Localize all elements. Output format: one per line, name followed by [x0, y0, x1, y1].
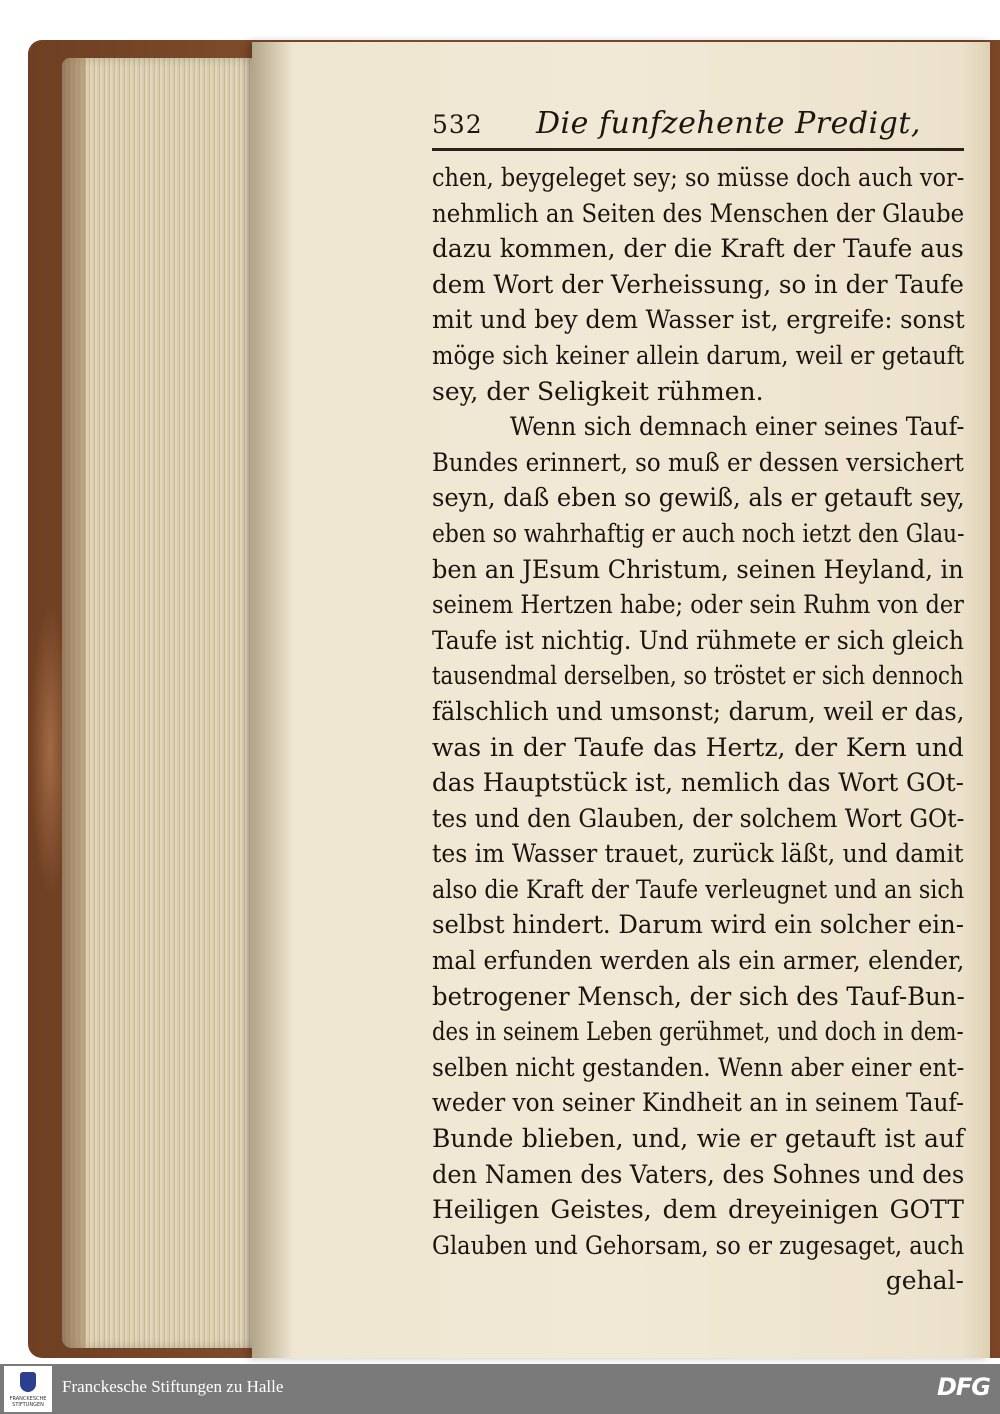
text-line: Taufe ist nichtig. Und rühmete er sich gleich: [432, 625, 964, 655]
catchword: gehal-: [885, 1266, 964, 1296]
text-line: seyn, daß eben so gewiß, als er getauft sey,: [432, 483, 965, 513]
body-text: [432, 160, 964, 1299]
text-line: den Namen des Vaters, des Sohnes und des: [432, 1159, 965, 1189]
text-line: tes im Wasser trauet, zurück läßt, und damit: [432, 839, 964, 869]
viewer-footer: [0, 1364, 1000, 1414]
text-line: tausendmal derselben, so tröstet er sich dennoch: [432, 661, 964, 691]
text-line: sey, der Seligkeit rühmen.: [432, 376, 764, 406]
text-line: des in seinem Leben gerühmet, und doch in dem-: [432, 1017, 964, 1047]
text-line: das Hauptstück ist, nemlich das Wort GOt-: [432, 768, 964, 798]
text-line: was in der Taufe das Hertz, der Kern und: [432, 732, 964, 762]
text-line: möge sich keiner allein darum, weil er getauft: [432, 340, 965, 370]
text-line: also die Kraft der Taufe verleugnet und an sich: [432, 874, 965, 904]
text-line: eben so wahrhaftig er auch noch ietzt den Glau-: [432, 518, 965, 548]
text-line: seinem Hertzen habe; oder sein Ruhm von der: [432, 590, 964, 620]
page-number: 532: [432, 110, 483, 139]
text-line: betrogener Mensch, der sich des Tauf-Bun-: [432, 981, 965, 1011]
text-line: Bundes erinnert, so muß er dessen versichert: [432, 447, 964, 477]
running-title: Die funfzehente Predigt,: [536, 106, 921, 141]
text-line: selben nicht gestanden. Wenn aber einer ent-: [432, 1052, 965, 1082]
text-line: mit und bey dem Wasser ist, ergreife: sonst: [432, 305, 965, 335]
header-rule: [432, 148, 964, 151]
crest-icon: [20, 1372, 36, 1392]
text-line: ben an JEsum Christum, seinen Heyland, in: [432, 554, 964, 584]
text-line: Bunde blieben, und, wie er getauft ist auf: [432, 1124, 965, 1154]
text-line: dazu kommen, der die Kraft der Taufe aus: [432, 234, 964, 264]
text-line: fälschlich und umsonst; darum, weil er das,: [432, 696, 965, 726]
page-stack: [62, 58, 262, 1348]
text-line: selbst hindert. Darum wird ein solcher ein-: [432, 910, 964, 940]
logo-text: FRANCKESCHE STIFTUNGEN: [9, 1396, 47, 1408]
gutter-shadow: [252, 42, 292, 1358]
institution-logo[interactable]: [4, 1366, 52, 1412]
text-line: nehmlich an Seiten des Menschen der Glaube: [432, 198, 965, 228]
dfg-logo[interactable]: DFG: [936, 1373, 990, 1401]
page-header: [432, 104, 968, 144]
text-line: dem Wort der Verheissung, so in der Taufe: [432, 269, 964, 299]
text-line-paragraph-start: Wenn sich demnach einer seines Tauf-: [510, 412, 965, 442]
text-line: Heiligen Geistes, dem dreyeinigen GOTT: [432, 1195, 964, 1225]
institution-name: Franckesche Stiftungen zu Halle: [62, 1377, 284, 1396]
text-line: chen, beygeleget sey; so müsse doch auch vor-: [432, 163, 965, 192]
text-line: weder von seiner Kindheit an in seinem Tauf-: [432, 1088, 965, 1118]
text-line: Glauben und Gehorsam, so er zugesaget, auch: [432, 1230, 965, 1260]
page-stack-edge: [62, 58, 86, 1348]
text-line: tes und den Glauben, der solchem Wort GOt-: [432, 803, 965, 833]
text-line: mal erfunden werden als ein armer, elender,: [432, 946, 965, 976]
